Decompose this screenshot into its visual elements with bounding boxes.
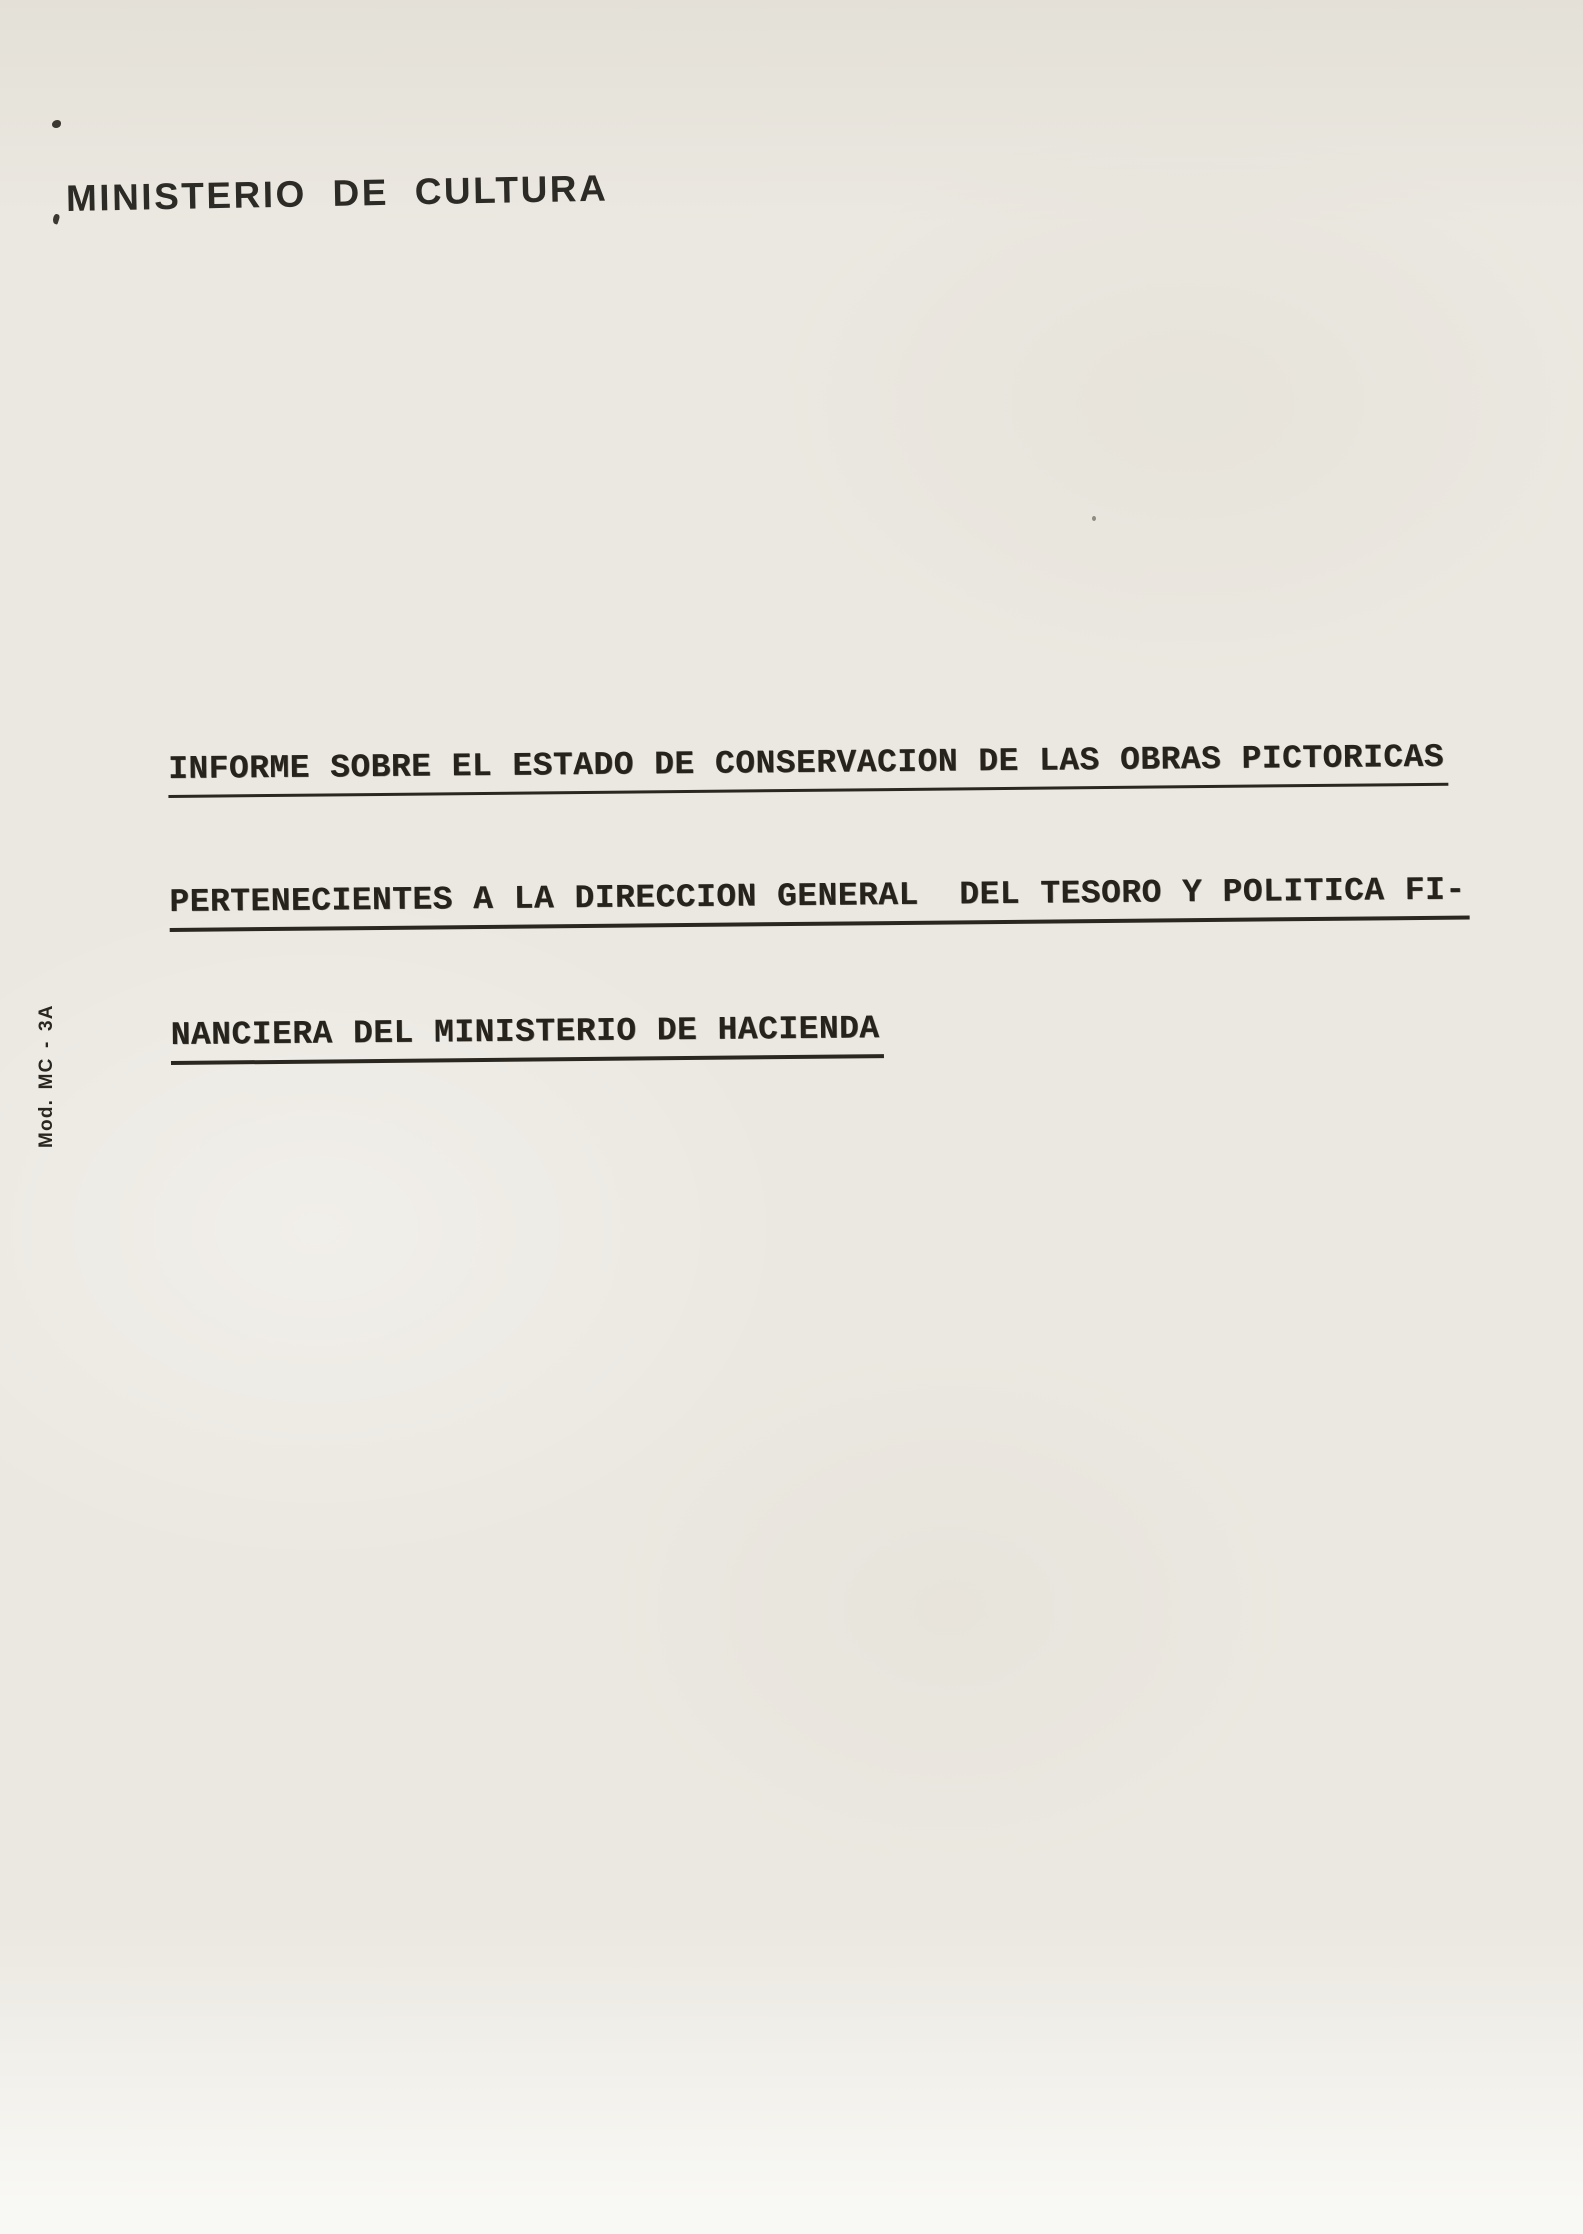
title-line-1: INFORME SOBRE EL ESTADO DE CONSERVACION DE LAS OBRAS PICTORICAS xyxy=(168,740,1448,798)
paper-speck xyxy=(52,120,61,128)
paper-speck xyxy=(52,213,61,224)
ministry-header: MINISTERIO DE CULTURA xyxy=(65,167,609,219)
title-line-2: PERTENECIENTES A LA DIRECCION GENERAL DEL TESORO Y POLITICA FI- xyxy=(169,873,1470,932)
form-code-label: Mod. MC - 3A xyxy=(36,1004,57,1148)
document-title-block xyxy=(168,740,1472,1151)
paper-speck xyxy=(1092,516,1096,521)
title-line-3: NANCIERA DEL MINISTERIO DE HACIENDA xyxy=(171,1011,884,1065)
